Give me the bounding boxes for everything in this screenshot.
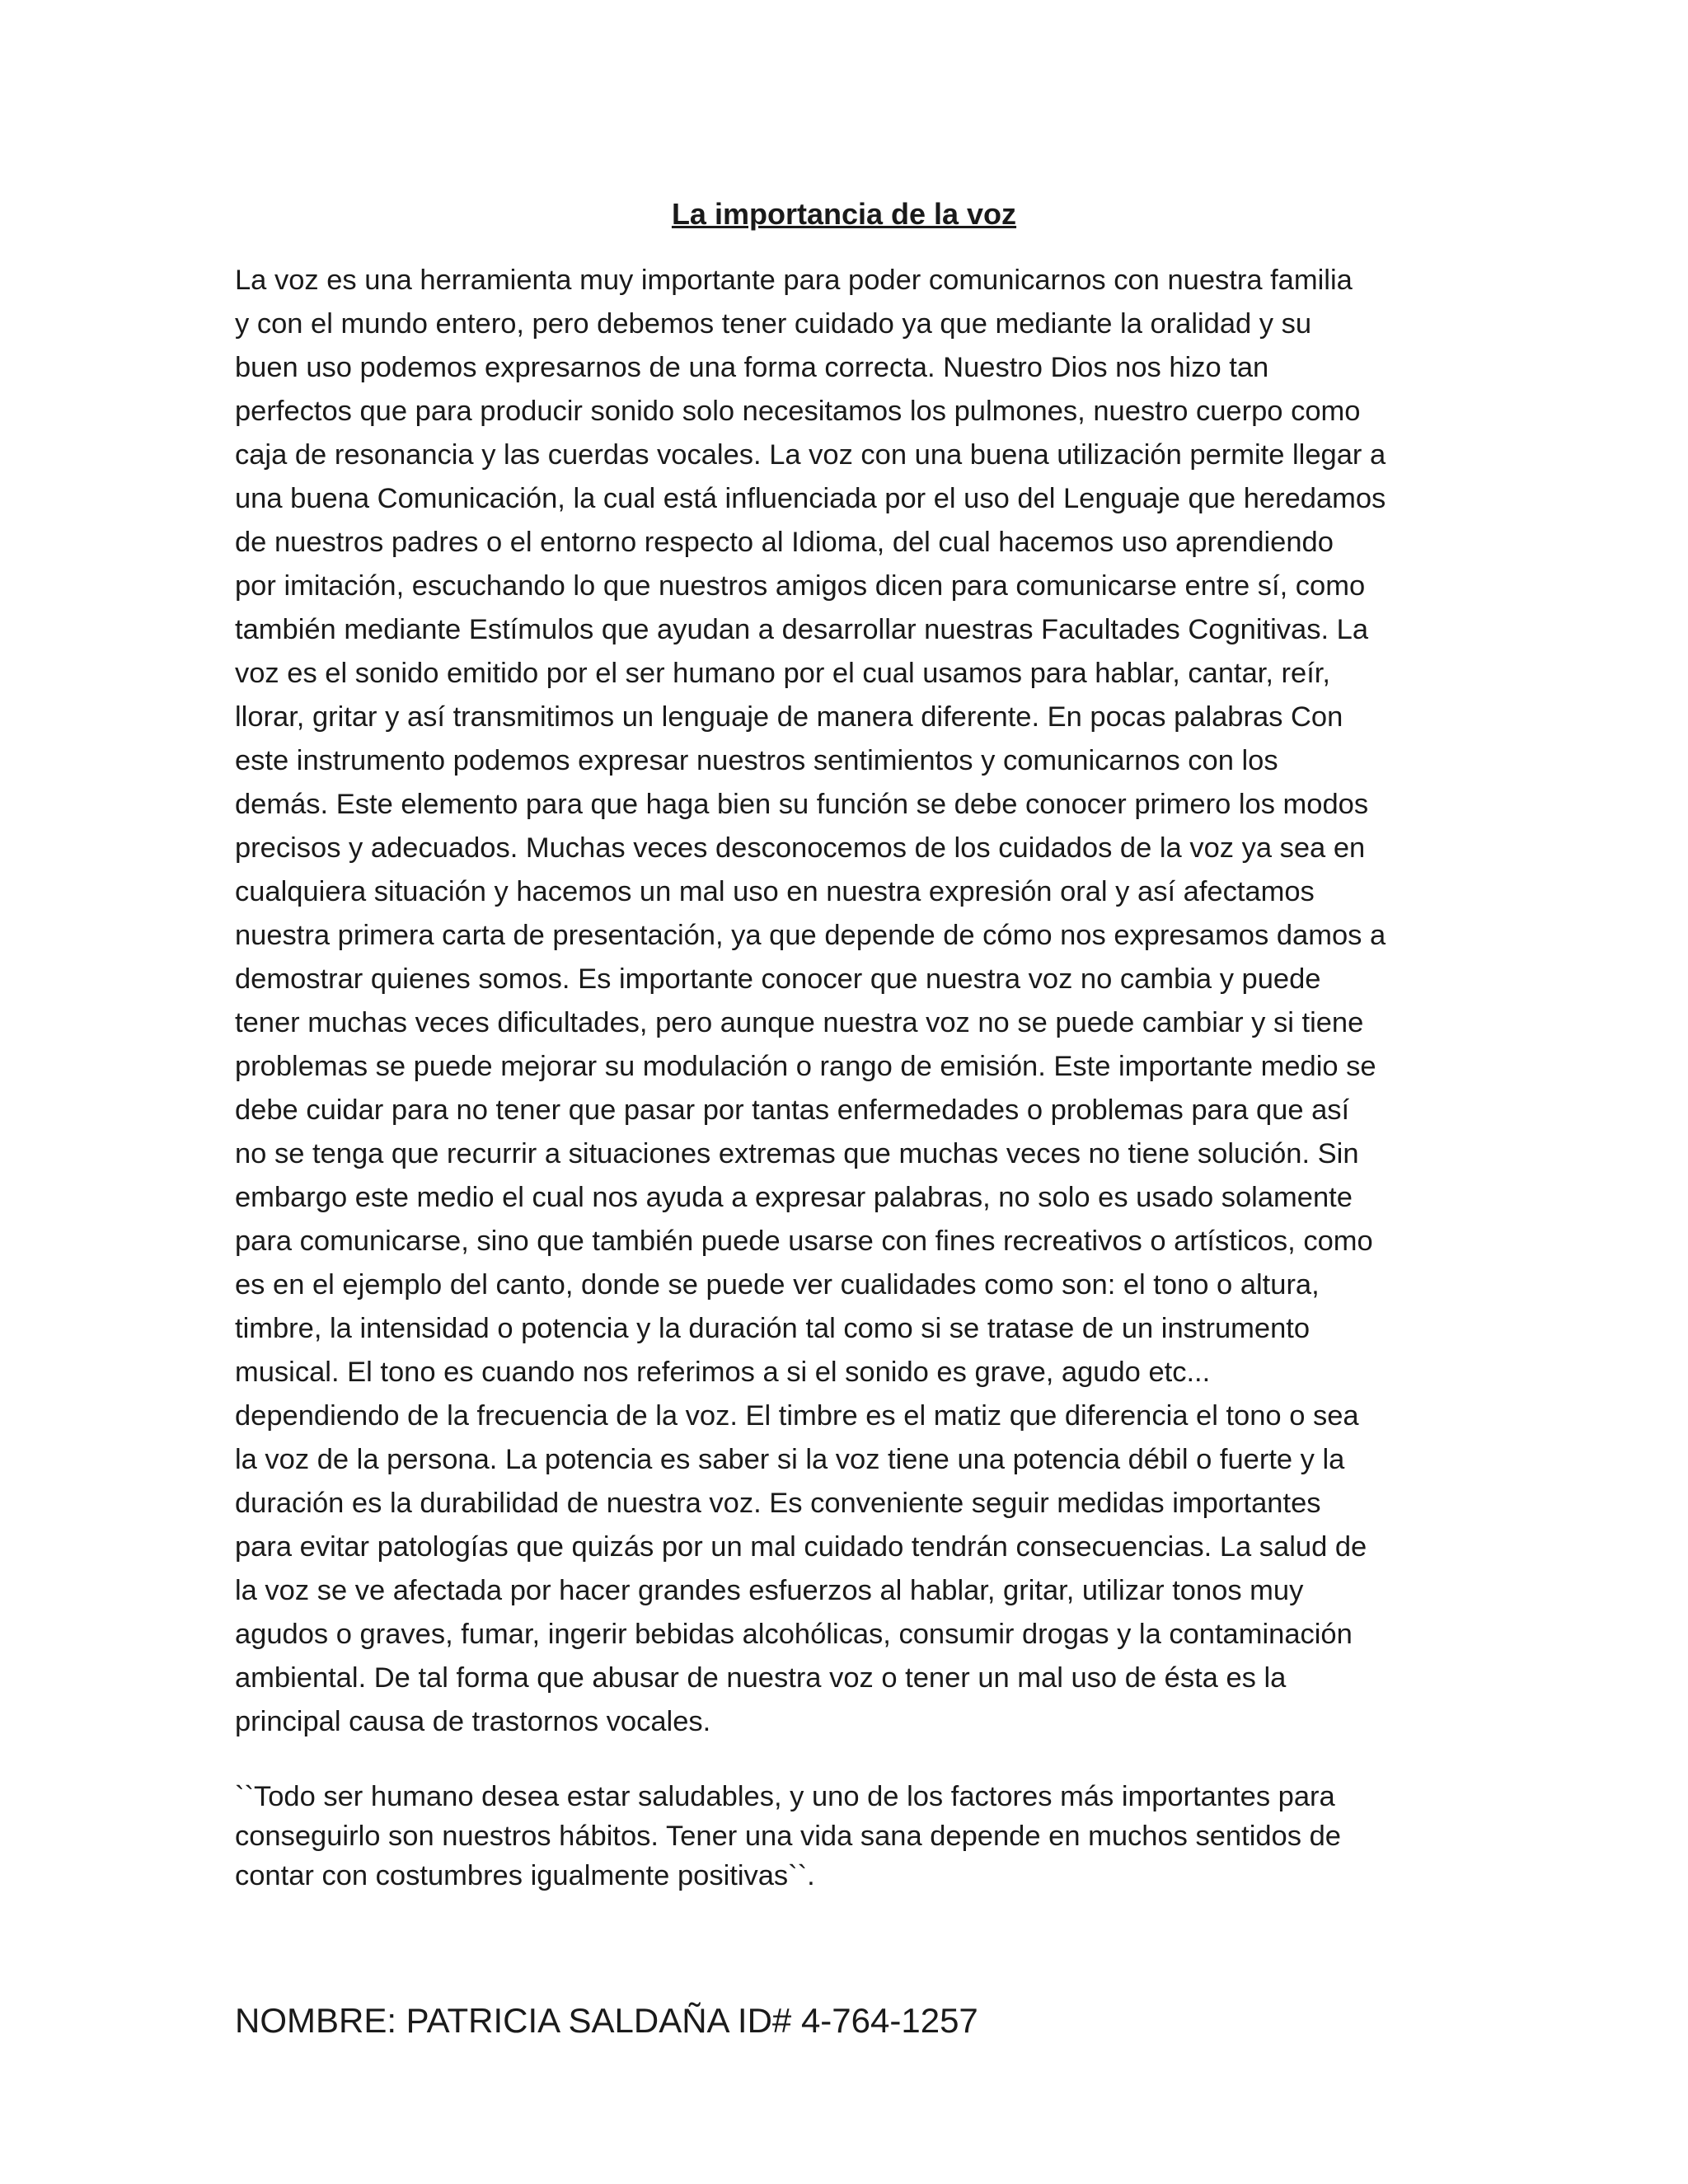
text-line: también mediante Estímulos que ayudan a desarrollar nuestras Facultades Cognitivas. La bbox=[235, 614, 1369, 645]
text-line: contar con costumbres igualmente positivas``. bbox=[235, 1860, 815, 1891]
text-line: problemas se puede mejorar su modulación o rango de emisión. Este importante medio se bbox=[235, 1051, 1376, 1082]
text-line: no se tenga que recurrir a situaciones extremas que muchas veces no tiene solución. Sin bbox=[235, 1138, 1359, 1169]
text-line: agudos o graves, fumar, ingerir bebidas alcohólicas, consumir drogas y la contaminación bbox=[235, 1619, 1353, 1650]
text-line: La voz es una herramienta muy importante para poder comunicarnos con nuestra familia bbox=[235, 265, 1353, 296]
text-line: ambiental. De tal forma que abusar de nuestra voz o tener un mal uso de ésta es la bbox=[235, 1662, 1287, 1694]
text-line: cualquiera situación y hacemos un mal uso en nuestra expresión oral y así afectamos bbox=[235, 876, 1315, 907]
text-line: voz es el sonido emitido por el ser humano por el cual usamos para hablar, cantar, reír, bbox=[235, 658, 1330, 689]
text-line: duración es la durabilidad de nuestra voz. Es conveniente seguir medidas importantes bbox=[235, 1488, 1321, 1519]
text-line: embargo este medio el cual nos ayuda a expresar palabras, no solo es usado solamente bbox=[235, 1182, 1353, 1213]
text-line: principal causa de trastornos vocales. bbox=[235, 1706, 711, 1737]
text-line: demás. Este elemento para que haga bien su función se debe conocer primero los modos bbox=[235, 789, 1369, 820]
text-line: conseguirlo son nuestros hábitos. Tener una vida sana depende en muchos sentidos de bbox=[235, 1821, 1341, 1852]
text-line: buen uso podemos expresarnos de una forma correcta. Nuestro Dios nos hizo tan bbox=[235, 352, 1269, 383]
text-line: es en el ejemplo del canto, donde se puede ver cualidades como son: el tono o altura, bbox=[235, 1269, 1320, 1301]
text-line: caja de resonancia y las cuerdas vocales. La voz con una buena utilización permite llegar a bbox=[235, 439, 1386, 471]
text-line: debe cuidar para no tener que pasar por tantas enfermedades o problemas para que así bbox=[235, 1094, 1350, 1126]
body-paragraph-1 bbox=[235, 259, 1463, 1744]
text-line: nuestra primera carta de presentación, ya que depende de cómo nos expresamos damos a bbox=[235, 920, 1386, 951]
text-line: llorar, gritar y así transmitimos un lenguaje de manera diferente. En pocas palabras Con bbox=[235, 701, 1343, 733]
quote-paragraph bbox=[235, 1777, 1463, 1896]
text-line: para comunicarse, sino que también puede usarse con fines recreativos o artísticos, como bbox=[235, 1226, 1373, 1257]
text-line: para evitar patologías que quizás por un mal cuidado tendrán consecuencias. La salud de bbox=[235, 1531, 1367, 1563]
author-footer: NOMBRE: PATRICIA SALDAÑA ID# 4-764-1257 bbox=[235, 2001, 978, 2040]
text-line: una buena Comunicación, la cual está influenciada por el uso del Lenguaje que heredamos bbox=[235, 483, 1386, 514]
text-line: timbre, la intensidad o potencia y la duración tal como si se tratase de un instrumento bbox=[235, 1313, 1311, 1344]
text-line: de nuestros padres o el entorno respecto al Idioma, del cual hacemos uso aprendiendo bbox=[235, 527, 1334, 558]
text-line: precisos y adecuados. Muchas veces desconocemos de los cuidados de la voz ya sea en bbox=[235, 832, 1366, 864]
text-line: y con el mundo entero, pero debemos tener cuidado ya que mediante la oralidad y su bbox=[235, 308, 1312, 340]
text-line: tener muchas veces dificultades, pero aunque nuestra voz no se puede cambiar y si tiene bbox=[235, 1007, 1364, 1038]
text-line: perfectos que para producir sonido solo necesitamos los pulmones, nuestro cuerpo como bbox=[235, 396, 1361, 427]
text-line: la voz de la persona. La potencia es saber si la voz tiene una potencia débil o fuerte y la bbox=[235, 1444, 1345, 1475]
text-line: este instrumento podemos expresar nuestros sentimientos y comunicarnos con los bbox=[235, 745, 1278, 776]
text-line: ``Todo ser humano desea estar saludables, y uno de los factores más importantes para bbox=[235, 1781, 1335, 1812]
text-line: musical. El tono es cuando nos referimos a si el sonido es grave, agudo etc... bbox=[235, 1357, 1211, 1388]
text-line: la voz se ve afectada por hacer grandes esfuerzos al hablar, gritar, utilizar tonos muy bbox=[235, 1575, 1304, 1606]
document-title: La importancia de la voz bbox=[671, 197, 1017, 231]
text-line: dependiendo de la frecuencia de la voz. El timbre es el matiz que diferencia el tono o sea bbox=[235, 1400, 1359, 1432]
text-line: demostrar quienes somos. Es importante conocer que nuestra voz no cambia y puede bbox=[235, 963, 1321, 995]
text-line: por imitación, escuchando lo que nuestros amigos dicen para comunicarse entre sí, como bbox=[235, 570, 1366, 602]
